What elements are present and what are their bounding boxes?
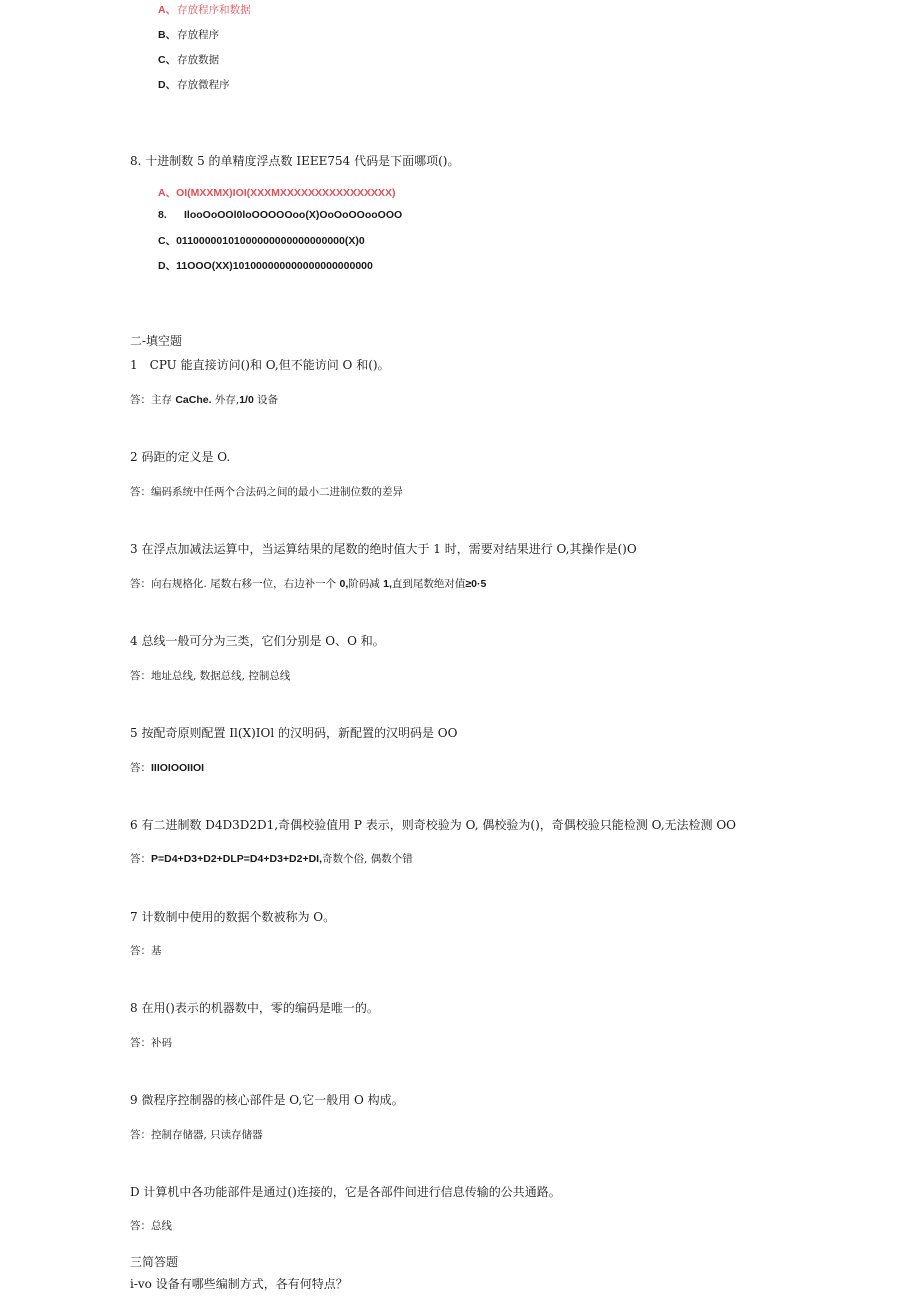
q7-option-b: B、存放程序: [158, 29, 220, 41]
fill-a2: 答：编码系统中任两个合法码之间的最小二进制位数的差异: [130, 486, 403, 498]
q8-option-c: C、01100000101000000000000000000(X)0: [158, 235, 365, 247]
q7-option-a: A、存放程序和数据: [158, 4, 251, 16]
q7-option-c: C、存放数据: [158, 54, 220, 66]
short-answer-q1: i-vo 设备有哪些编制方式，各有何特点？: [130, 1277, 348, 1291]
fill-q3: 3 在浮点加减法运算中，当运算结果的尾数的绝时值大于 1 时，需要对结果进行 O,其操作是()O: [130, 542, 637, 556]
fill-q5: 5 按配奇原则配置 Il(X)IOl 的汉明码，新配置的汉明码是 OO: [130, 726, 458, 740]
fill-q6: 6 有二进制数 D4D3D2D1,奇偶校验值用 P 表示，则奇校验为 O, 偶校验为()，奇偶校验只能检测 O,无法检测 OO: [130, 818, 737, 832]
fill-q4: 4 总线一般可分为三类，它们分别是 O、O 和。: [130, 634, 385, 648]
fill-a8: 答：补码: [130, 1037, 172, 1049]
fill-a3: 答：向右规格化. 尾数右移一位，右边补一个 0,阶码减 1,直到尾数绝对值≥0·5: [130, 578, 487, 590]
q7-option-d: D、存放微程序: [158, 79, 230, 91]
fill-q9: 9 微程序控制器的核心部件是 O,它一般用 O 构成。: [130, 1093, 404, 1107]
fill-a9: 答：控制存储器, 只读存储器: [130, 1129, 263, 1141]
fill-a7: 答：基: [130, 945, 162, 957]
q8-option-b: 8. IlooOoOOl0loOOOOOoo(X)OoOoOOooOOO: [158, 209, 403, 221]
fill-a5: 答：IIIOIOOIIOI: [130, 762, 205, 774]
fill-a10: 答：总线: [130, 1220, 172, 1232]
fill-q1: 1 CPU 能直接访问()和 O,但不能访问 O 和()。: [130, 358, 390, 372]
q8-option-a: A、OI(MXXMX)IOI(XXXMXXXXXXXXXXXXXXXX): [158, 187, 396, 199]
fill-q2: 2 码距的定义是 O.: [130, 450, 231, 464]
section3-title: 三简答题: [130, 1255, 179, 1269]
q8-option-d: D、11OOO(XX)101000000000000000000000: [158, 260, 373, 272]
fill-a6: 答：P=D4+D3+D2+DLP=D4+D3+D2+DI,奇数个俗, 偶数个错: [130, 853, 413, 865]
fill-a4: 答：地址总线, 数据总线, 控制总线: [130, 670, 291, 682]
fill-q8: 8 在用()表示的机器数中，零的编码是唯一的。: [130, 1001, 379, 1015]
fill-q7: 7 计数制中使用的数据个数被称为 O。: [130, 910, 336, 924]
section2-title: 二-填空题: [130, 334, 183, 348]
fill-q10: D 计算机中各功能部件是通过()连接的，它是各部件间进行信息传输的公共通路。: [130, 1185, 561, 1199]
fill-a1: 答：主存 CaChe. 外存,1/0 设备: [130, 394, 279, 406]
q8-stem: 8. 十进制数 5 的单精度浮点数 IEEE754 代码是下面哪项()。: [130, 154, 460, 168]
